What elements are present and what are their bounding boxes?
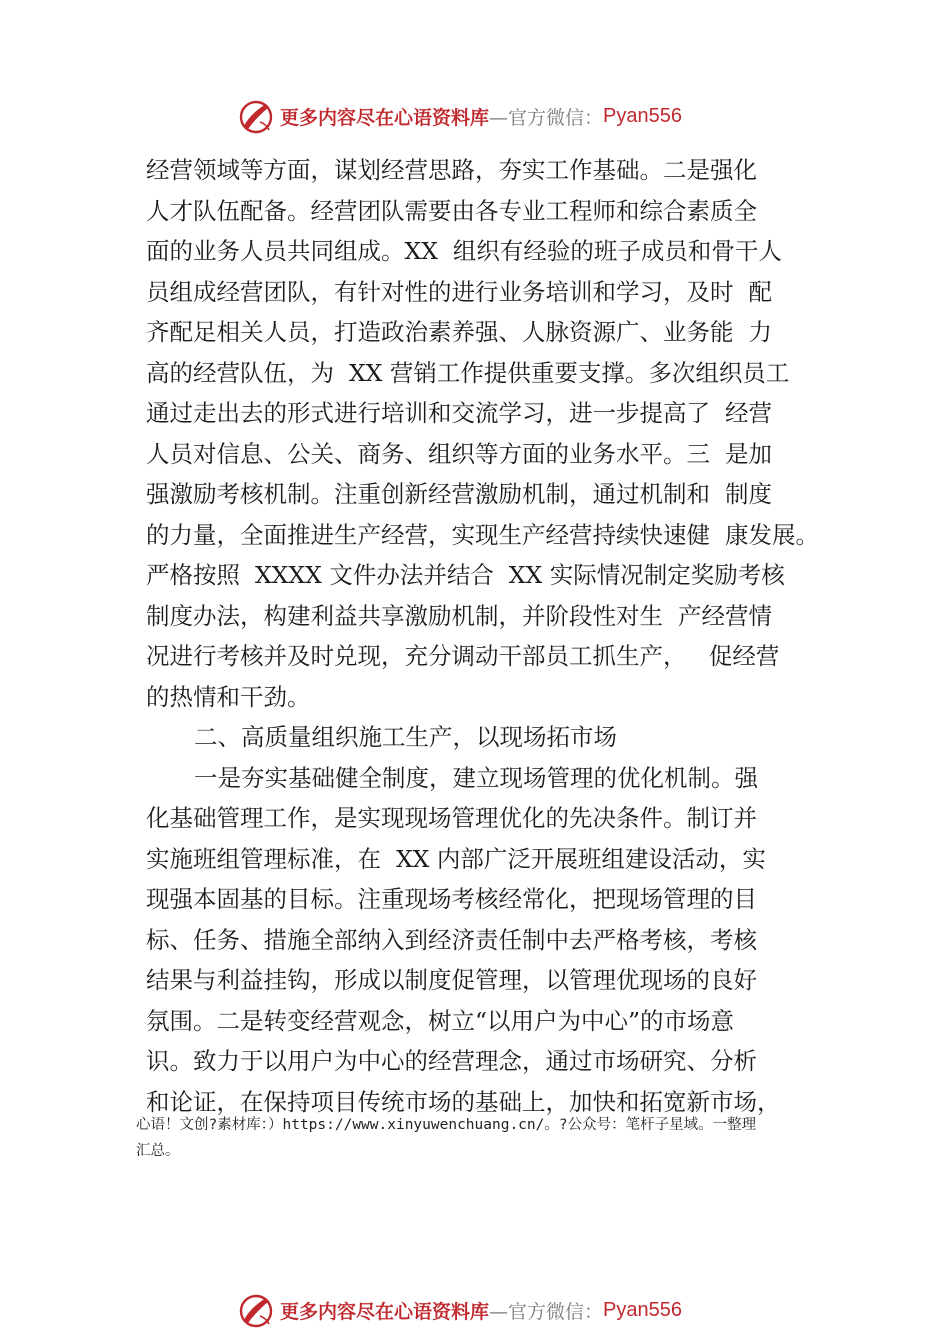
text-line: 识。致力于以用户为中心的经营理念，通过市场研究、分析	[146, 1047, 757, 1075]
footer-note-line1: 心语！文创?素材库：）https://www.xinyuwenchuang.cn/。?公众号：笔杆子星域。一整理	[136, 1117, 757, 1133]
header-watermark	[236, 96, 682, 136]
paragraph-start-line: 一是夯实基础健全制度，建立现场管理的优化机制。强	[194, 763, 758, 792]
watermark-red-text: 更多内容尽在心语资料库	[280, 106, 490, 129]
text-line: 的热情和干劲。	[146, 682, 311, 711]
text-line: 人员对信息、公关、商务、组织等方面的业务水平。三 是加	[146, 439, 772, 468]
pen-logo-icon	[236, 96, 276, 136]
text-line: 标、任务、措施全部纳入到经济责任制中去严格考核，考核	[146, 925, 757, 954]
document-body	[146, 150, 846, 1122]
text-line: 人才队伍配备。经营团队需要由各专业工程师和综合素质全	[146, 196, 757, 225]
text-line: 实施班组管理标准，在 XX 内部广泛开展班组建设活动，实	[146, 844, 766, 873]
text-line: 经营领域等方面，谋划经营思路，夯实工作基础。二是强化	[146, 156, 757, 184]
text-line: 员组成经营团队，有针对性的进行业务培训和学习，及时 配	[146, 277, 772, 306]
text-line: 高的经营队伍，为 XX 营销工作提供重要支撑。多次组织员工	[146, 358, 790, 387]
text-line: 严格按照 XXXX 文件办法并结合 XX 实际情况制定奖励考核	[146, 561, 785, 589]
text-line: 强激励考核机制。注重创新经营激励机制，通过机制和 制度	[146, 480, 772, 508]
footer-watermark	[236, 1290, 682, 1330]
text-line: 制度办法，构建利益共享激励机制，并阶段性对生 产经营情	[146, 601, 772, 630]
watermark-red-text: 更多内容尽在心语资料库	[280, 1300, 490, 1323]
watermark-wechat-id: Pyan556	[603, 1298, 682, 1321]
pen-logo-icon	[236, 1290, 276, 1330]
text-line: 齐配足相关人员，打造政治素养强、人脉资源广、业务能 力	[146, 318, 772, 346]
text-line: 通过走出去的形式进行培训和交流学习，进一步提高了 经营	[146, 399, 772, 427]
text-line: 化基础管理工作，是实现现场管理优化的先决条件。制订并	[146, 804, 757, 832]
section-heading: 二、高质量组织施工生产，以现场拓市场	[194, 723, 617, 751]
footer-note	[136, 1112, 846, 1164]
text-line: 和论证，在保持项目传统市场的基础上，加快和拓宽新市场，	[146, 1087, 781, 1116]
watermark-wechat-id: Pyan556	[603, 104, 682, 127]
text-line: 的力量，全面推进生产经营，实现生产经营持续快速健 康发展。	[146, 520, 819, 549]
text-line: 况进行考核并及时兑现，充分调动干部员工抓生产， 促经营	[146, 642, 780, 670]
text-line: 氛围。二是转变经营观念，树立“以用户为中心”的市场意	[146, 1006, 735, 1035]
text-line: 结果与利益挂钩，形成以制度促管理，以管理优现场的良好	[146, 966, 757, 994]
footer-note-line2: 汇总。	[136, 1143, 180, 1159]
watermark-gray-text: —官方微信：	[489, 106, 604, 129]
text-line: 面的业务人员共同组成。XX 组织有经验的班子成员和骨干人	[146, 237, 782, 265]
watermark-gray-text: —官方微信：	[489, 1300, 604, 1323]
text-line: 现强本固基的目标。注重现场考核经常化，把现场管理的目	[146, 885, 757, 913]
